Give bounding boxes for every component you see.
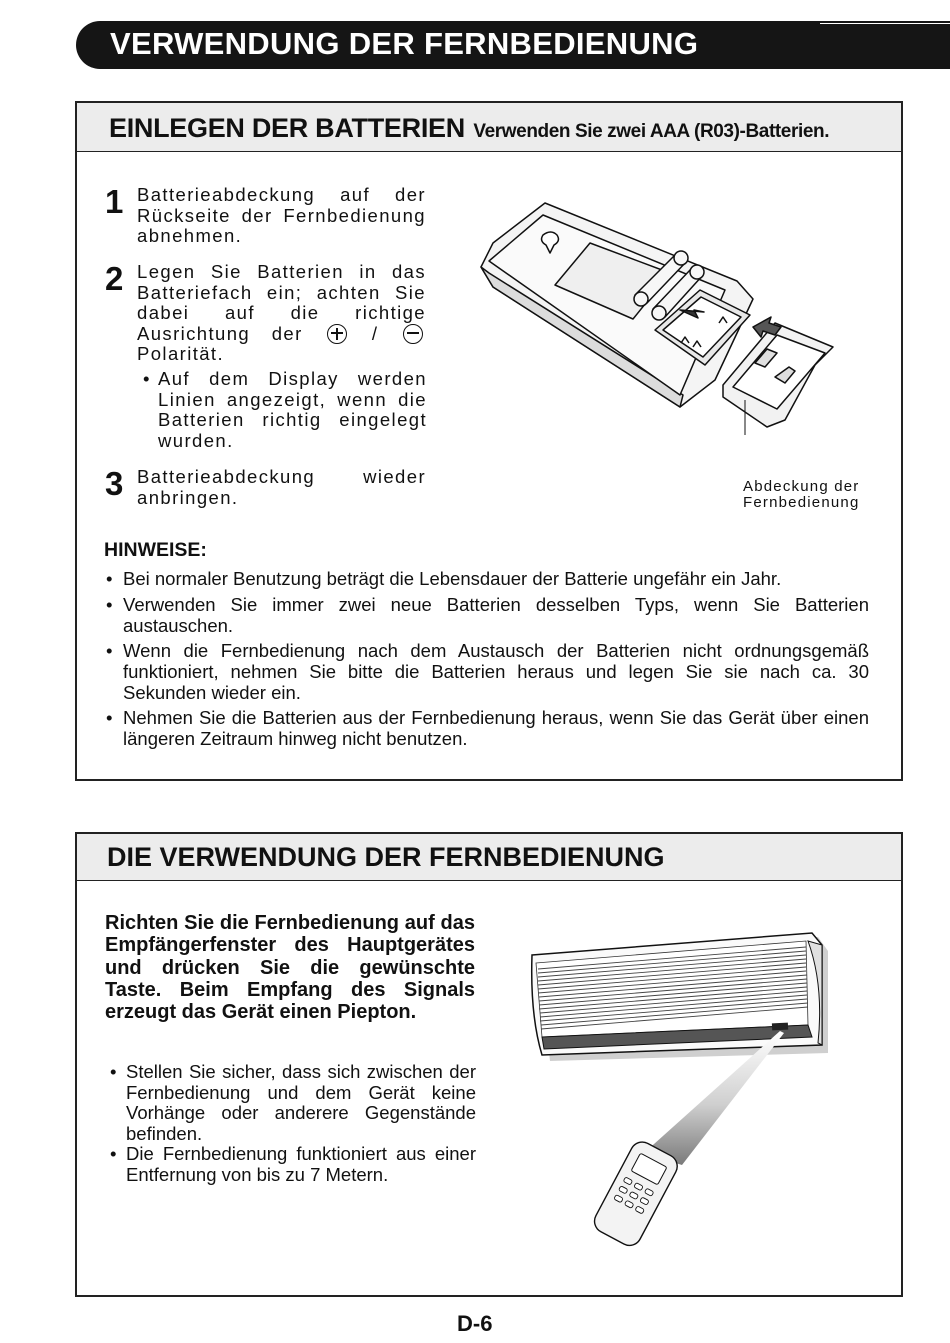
remote-usage-bullet-text: Stellen Sie sicher, dass sich zwischen der Fernbedienung und dem Gerät keine Vorhänge oder anderere Gegenstände befinden. [126,1061,476,1144]
note-item [106,707,869,749]
remote-usage-bullet [110,1144,476,1185]
note-text: Wenn die Fernbedienung nach dem Austausch der Batterien nicht ordnungsgemäß funktioniert, nehmen Sie bitte die Batterien heraus und legen Sie sie nach ca. 30 Sekunden wieder ein. [123,640,869,703]
bullet-dot: • [110,1061,117,1082]
step-2-text [137,262,426,365]
step-2-text-end: Polarität. [137,343,225,364]
page-number: D-6 [457,1311,493,1336]
air-conditioner-remote-illustration [522,925,834,1255]
remote-usage-lead: Richten Sie die Fernbedienung auf das Empfängerfenster des Hauptgerätes und drücken Sie die gewünschte Taste. Beim Empfang des Signals erzeugt das Gerät einen Piepton. [105,912,475,1024]
step-2-sub-bullet-text: Auf dem Display werden Linien angezeigt, wenn die Batterien richtig eingelegt wurden. [158,368,427,451]
note-text: Verwenden Sie immer zwei neue Batterien desselben Typs, wenn Sie Batterien austauschen. [123,594,869,636]
section-remote-usage-header [77,834,901,881]
polarity-separator: / [371,322,379,344]
notes-title: HINWEISE: [104,539,207,561]
section-batteries-title: EINLEGEN DER BATTERIEN [109,113,465,143]
header-banner-line [820,23,950,24]
bullet-dot: • [106,594,113,615]
step-3-text: Batterieabdeckung wieder anbringen. [137,466,426,508]
section-batteries-header [77,103,901,152]
illustration-caption: Abdeckung der Fernbedienung [743,478,860,511]
bullet-dot: • [106,640,113,661]
remote-usage-bullet-text: Die Fernbedienung funktioniert aus einer Entfernung von bis zu 7 Metern. [126,1143,476,1185]
step-1-number: 1 [105,183,124,220]
section-batteries-heading [109,113,829,144]
bullet-dot: • [106,707,113,728]
minus-polarity-icon [403,324,423,344]
bullet-dot: • [110,1143,117,1164]
note-item [106,568,869,589]
note-item [106,594,869,636]
bullet-dot: • [143,368,151,389]
plus-polarity-icon [327,324,347,344]
page-title: VERWENDUNG DER FERNBEDIENUNG [110,26,699,61]
step-1-text: Batterieabdeckung auf der Rückseite der Fernbedienung abnehmen. [137,184,426,246]
section-batteries-subtitle: Verwenden Sie zwei AAA (R03)-Batterien. [473,121,830,142]
note-text: Bei normaler Benutzung beträgt die Lebensdauer der Batterie ungefähr ein Jahr. [123,568,782,589]
remote-usage-bullet [110,1062,476,1144]
section-remote-usage-title: DIE VERWENDUNG DER FERNBEDIENUNG [107,842,665,872]
step-2-text-main: Legen Sie Batterien in das Batteriefach ein; achten Sie dabei auf die richtige Ausrichtung der [137,261,426,344]
remote-control-battery-illustration [475,195,850,435]
step-3-number: 3 [105,465,124,502]
bullet-dot: • [106,568,113,589]
note-text: Nehmen Sie die Batterien aus der Fernbedienung heraus, wenn Sie das Gerät über einen längeren Zeitraum hinweg nicht benutzen. [123,707,869,749]
note-item [106,640,869,703]
step-2-number: 2 [105,260,124,297]
